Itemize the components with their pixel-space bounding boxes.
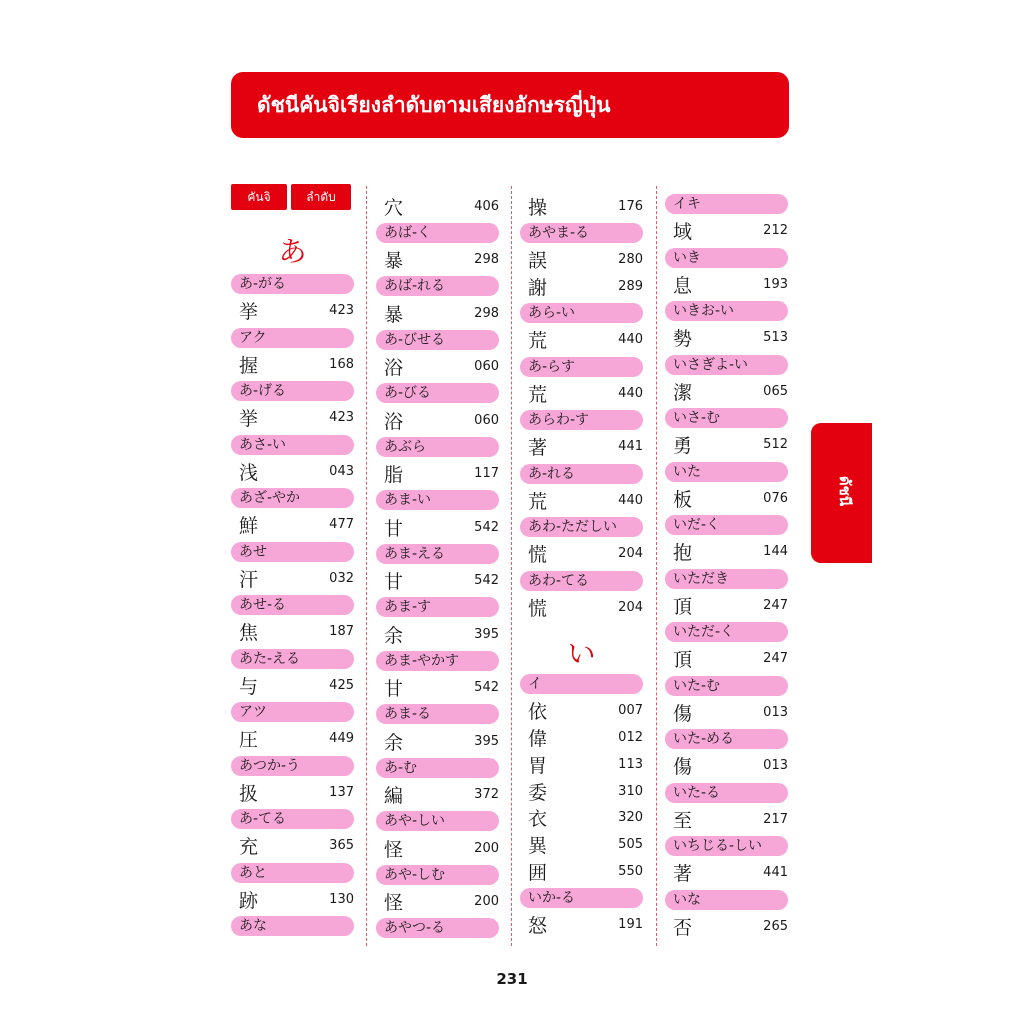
kanji-entry (520, 191, 643, 221)
kanji-entry (376, 780, 499, 810)
kanji-entry (376, 726, 499, 756)
kanji-character: 怪 (384, 892, 404, 914)
kanji-character: 域 (673, 221, 693, 244)
kanji-number: 550 (618, 863, 643, 879)
kanji-number: 265 (763, 918, 788, 934)
kanji-character: 怒 (528, 915, 548, 938)
kanji-entry (520, 723, 643, 753)
kanji-entry (376, 245, 499, 275)
kanji-number: 425 (329, 677, 354, 693)
kanji-number: 168 (329, 356, 354, 372)
kanji-character: 否 (673, 916, 693, 939)
reading-label: あ-げる (231, 381, 354, 401)
kanji-character: 焦 (239, 622, 259, 645)
kanji-entry (231, 617, 354, 647)
kanji-number: 247 (763, 651, 788, 667)
kanji-number: 395 (474, 733, 499, 749)
kanji-character: 委 (528, 781, 548, 804)
kanji-character: 怪 (384, 838, 404, 861)
kanji-entry (520, 245, 643, 275)
kanji-character: 荒 (528, 490, 548, 513)
reading-label: アツ (231, 702, 354, 722)
kanji-character: 余 (384, 731, 404, 754)
kanji-entry (520, 539, 643, 569)
kanji-number: 440 (618, 385, 643, 401)
kanji-number: 477 (329, 517, 354, 533)
reading-label: あま-い (376, 490, 499, 510)
kanji-number: 247 (763, 597, 788, 613)
kanji-character: 浴 (384, 357, 404, 379)
kanji-entry (376, 887, 499, 917)
kanji-entry (376, 459, 499, 489)
kanji-character: 握 (239, 354, 259, 377)
kanji-number: 406 (474, 198, 499, 214)
kanji-entry (520, 592, 643, 622)
reading-label: イ (520, 674, 643, 694)
kanji-number: 423 (329, 303, 354, 319)
kanji-entry (231, 563, 354, 593)
kanji-entry (231, 296, 354, 326)
kanji-number: 204 (618, 546, 643, 562)
kanji-number: 200 (474, 840, 499, 856)
index-side-tab (811, 423, 872, 563)
kanji-entry (520, 696, 643, 726)
kanji-number: 298 (474, 252, 499, 267)
reading-label: あま-える (376, 544, 499, 564)
kanji-character: 傷 (673, 702, 693, 725)
kanji-character: 頂 (673, 649, 693, 672)
reading-label: いさぎよ-い (665, 355, 788, 375)
kanji-character: 慌 (528, 544, 548, 567)
kanji-entry (520, 325, 643, 355)
kanji-entry (665, 216, 788, 246)
reading-label: いた-める (665, 729, 788, 749)
kanji-entry (520, 271, 643, 301)
kanji-entry (231, 670, 354, 700)
kanji-number: 513 (763, 330, 788, 346)
kanji-character: 操 (528, 196, 548, 219)
kanji-character: 甘 (384, 571, 404, 593)
kanji-number: 032 (329, 570, 354, 586)
kanji-entry (665, 483, 788, 513)
kanji-number: 187 (329, 624, 354, 640)
reading-label: あ-らす (520, 357, 643, 377)
reading-label: あや-しむ (376, 865, 499, 885)
kanji-entry (665, 323, 788, 353)
kanji-entry (665, 697, 788, 727)
section-heading: い (567, 637, 596, 670)
reading-label: あば-れる (376, 276, 499, 296)
reading-label: あやま-る (520, 223, 643, 243)
kanji-character: 異 (528, 835, 548, 857)
reading-label: あぶら (376, 437, 499, 457)
kanji-number: 280 (618, 252, 643, 267)
reading-label: いきお-い (665, 301, 788, 321)
reading-label: いちじる-しい (665, 836, 788, 856)
kanji-character: 跡 (239, 889, 259, 912)
kanji-entry (665, 858, 788, 888)
kanji-entry (231, 884, 354, 914)
kanji-character: 囲 (528, 861, 548, 884)
kanji-entry (520, 432, 643, 462)
reading-label: あな (231, 916, 354, 936)
reading-label: あ-てる (231, 809, 354, 829)
kanji-number: 191 (618, 917, 643, 933)
kanji-entry (520, 856, 643, 886)
kanji-entry (231, 349, 354, 379)
reading-label: あざ-やか (231, 488, 354, 508)
reading-label: あせ-る (231, 595, 354, 615)
kanji-number: 441 (618, 439, 643, 455)
kanji-number: 512 (763, 437, 788, 453)
kanji-character: 汗 (239, 568, 259, 591)
kanji-entry (376, 673, 499, 703)
reading-label: あ-びる (376, 383, 499, 403)
kanji-entry (665, 911, 788, 941)
kanji-number: 423 (329, 410, 354, 426)
reading-label: いただき (665, 569, 788, 589)
kanji-number: 310 (618, 783, 643, 799)
kanji-entry (520, 776, 643, 806)
kanji-character: 荒 (528, 383, 548, 406)
column-divider (511, 186, 512, 946)
kanji-number: 060 (474, 359, 499, 374)
reading-label: アク (231, 328, 354, 348)
kanji-number: 542 (474, 680, 499, 695)
kanji-number: 505 (618, 837, 643, 852)
kanji-tab: คันจิ (231, 184, 287, 210)
kanji-number: 204 (618, 599, 643, 615)
kanji-entry (376, 566, 499, 596)
kanji-character: 充 (239, 836, 259, 859)
reading-label: あと (231, 863, 354, 883)
column-header-tabs (231, 184, 351, 210)
column-divider (656, 186, 657, 946)
kanji-entry (376, 191, 499, 221)
kanji-character: 甘 (384, 678, 404, 700)
kanji-character: 暴 (384, 250, 404, 272)
kanji-character: 浴 (384, 410, 404, 433)
reading-label: あわ-てる (520, 571, 643, 591)
kanji-character: 穴 (384, 196, 404, 219)
reading-label: いな (665, 890, 788, 910)
kanji-entry (520, 803, 643, 833)
index-title-banner (231, 72, 789, 138)
kanji-entry (376, 352, 499, 382)
kanji-character: 潔 (673, 381, 693, 404)
reading-label: あま-る (376, 704, 499, 724)
kanji-entry (520, 830, 643, 860)
kanji-character: 誤 (528, 250, 548, 272)
reading-label: いた-む (665, 676, 788, 696)
kanji-number: 065 (763, 383, 788, 399)
kanji-entry (665, 804, 788, 834)
kanji-number: 542 (474, 519, 499, 535)
kanji-number: 144 (763, 544, 788, 560)
kanji-character: 抱 (673, 542, 693, 565)
kanji-character: 衣 (528, 808, 548, 831)
kanji-character: 挙 (239, 408, 259, 431)
kanji-number: 130 (329, 891, 354, 907)
kanji-entry (376, 298, 499, 328)
kanji-entry (520, 378, 643, 408)
kanji-character: 著 (528, 437, 548, 460)
page-number: 231 (496, 970, 528, 988)
kanji-entry (376, 405, 499, 435)
kanji-character: 勇 (673, 435, 693, 458)
kanji-character: 謝 (528, 276, 548, 299)
reading-label: あ-びせる (376, 330, 499, 350)
kanji-number: 043 (329, 463, 354, 479)
reading-label: あら-い (520, 303, 643, 323)
kanji-character: 浅 (239, 461, 259, 484)
kanji-number: 117 (474, 466, 499, 481)
kanji-number: 193 (763, 276, 788, 292)
kanji-number: 137 (329, 784, 354, 800)
kanji-entry (231, 724, 354, 754)
kanji-entry (665, 751, 788, 781)
kanji-character: 傷 (673, 756, 693, 779)
reading-label: あさ-い (231, 435, 354, 455)
kanji-character: 頂 (673, 595, 693, 618)
kanji-entry (376, 512, 499, 542)
kanji-number: 176 (618, 198, 643, 214)
kanji-character: 圧 (239, 729, 259, 752)
kanji-character: 暴 (384, 303, 404, 326)
kanji-character: 息 (673, 274, 693, 297)
kanji-number: 060 (474, 412, 499, 428)
kanji-entry (665, 590, 788, 620)
kanji-character: 依 (528, 701, 548, 724)
kanji-number: 076 (763, 490, 788, 506)
kanji-number: 113 (618, 756, 643, 772)
kanji-character: 胃 (528, 754, 548, 777)
kanji-number: 395 (474, 626, 499, 642)
kanji-number: 013 (763, 704, 788, 720)
kanji-entry (665, 269, 788, 299)
kanji-character: 荒 (528, 330, 548, 353)
kanji-character: 板 (673, 488, 693, 511)
kanji-number: 440 (618, 332, 643, 348)
side-tab-label: ดัชนี (836, 475, 854, 507)
kanji-entry (520, 485, 643, 515)
reading-label: あま-す (376, 597, 499, 617)
kanji-number: 372 (474, 787, 499, 802)
reading-label: あらわ-す (520, 410, 643, 430)
kanji-number: 441 (763, 865, 788, 881)
kanji-character: 与 (239, 675, 259, 698)
reading-label: あわ-ただしい (520, 517, 643, 537)
kanji-number: 542 (474, 573, 499, 588)
reading-label: いさ-む (665, 408, 788, 428)
reading-label: あつか-う (231, 756, 354, 776)
reading-label: あ-れる (520, 464, 643, 484)
kanji-number: 440 (618, 492, 643, 508)
kanji-character: 偉 (528, 728, 548, 750)
reading-label: いか-る (520, 888, 643, 908)
kanji-entry (231, 456, 354, 486)
kanji-number: 200 (474, 894, 499, 909)
reading-label: いき (665, 248, 788, 268)
kanji-character: 鮮 (239, 515, 259, 538)
kanji-entry (665, 644, 788, 674)
kanji-character: 著 (673, 863, 693, 886)
reading-label: イキ (665, 194, 788, 214)
reading-label: いた-る (665, 783, 788, 803)
kanji-character: 扱 (239, 782, 259, 805)
reading-label: あせ (231, 542, 354, 562)
kanji-entry (520, 749, 643, 779)
kanji-entry (665, 430, 788, 460)
kanji-number: 013 (763, 758, 788, 774)
reading-label: あば-く (376, 223, 499, 243)
kanji-entry (231, 777, 354, 807)
kanji-entry (665, 376, 788, 406)
reading-label: あや-しい (376, 811, 499, 831)
reading-label: いだ-く (665, 515, 788, 535)
kanji-character: 甘 (384, 517, 404, 540)
kanji-entry (231, 403, 354, 433)
kanji-number: 449 (329, 731, 354, 747)
kanji-character: 至 (673, 809, 693, 832)
kanji-number: 012 (618, 730, 643, 745)
reading-label: あ-がる (231, 274, 354, 294)
kanji-number: 217 (763, 811, 788, 827)
order-tab: ลำดับ (291, 184, 351, 210)
kanji-number: 298 (474, 305, 499, 321)
reading-label: あま-やかす (376, 651, 499, 671)
index-title: ดัชนีคันจิเรียงลำดับตามเสียงอักษรญี่ปุ่น (257, 92, 611, 117)
section-heading: あ (278, 235, 307, 268)
column-divider (366, 186, 367, 946)
kanji-character: 余 (384, 624, 404, 647)
kanji-character: 勢 (673, 328, 693, 351)
kanji-number: 289 (618, 278, 643, 294)
kanji-character: 編 (384, 785, 404, 807)
kanji-entry (376, 619, 499, 649)
kanji-entry (520, 910, 643, 940)
kanji-entry (231, 510, 354, 540)
kanji-character: 脂 (384, 464, 404, 486)
kanji-character: 慌 (528, 597, 548, 620)
reading-label: いただ-く (665, 622, 788, 642)
kanji-number: 365 (329, 838, 354, 854)
kanji-entry (665, 537, 788, 567)
reading-label: あた-える (231, 649, 354, 669)
reading-label: あ-む (376, 758, 499, 778)
kanji-number: 212 (763, 223, 788, 239)
reading-label: いた (665, 462, 788, 482)
kanji-entry (231, 831, 354, 861)
reading-label: あやつ-る (376, 918, 499, 938)
kanji-number: 320 (618, 810, 643, 826)
kanji-character: 挙 (239, 301, 259, 324)
kanji-number: 007 (618, 703, 643, 719)
kanji-entry (376, 833, 499, 863)
